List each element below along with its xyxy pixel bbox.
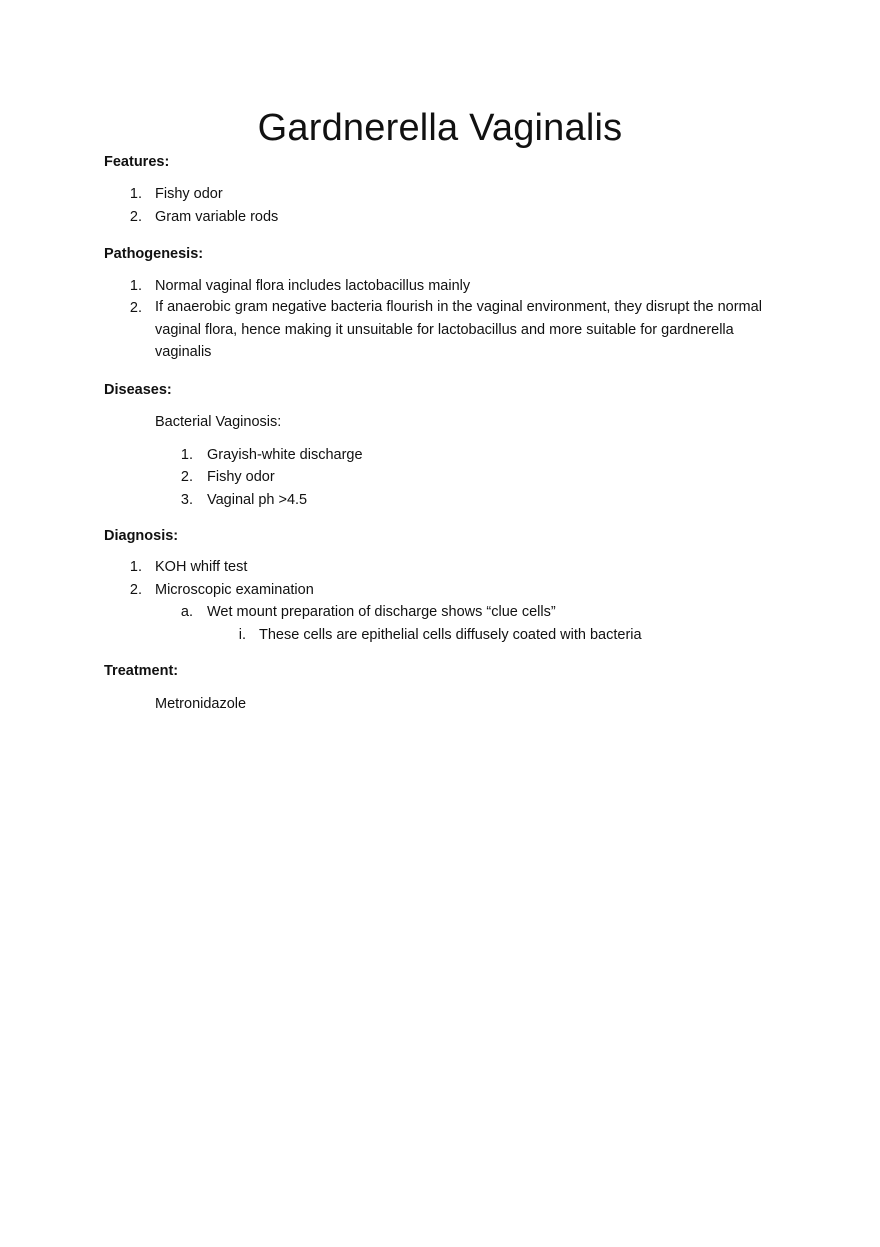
list-item: Fishy odor [155,186,223,202]
list-marker: 2. [180,469,193,485]
treatment-text: Metronidazole [155,696,247,712]
list-item: Grayish-white discharge [207,447,363,463]
disease-subheading: Bacterial Vaginosis: [155,414,282,430]
sublist-marker: a. [180,604,193,620]
list-item: Gram variable rods [155,209,279,225]
list-item: Microscopic examination [155,582,314,598]
pathogenesis-heading: Pathogenesis: [104,246,204,262]
subsublist-item: These cells are epithelial cells diffusely coated with bacteria [259,627,642,643]
list-marker: 1. [129,559,142,575]
subsublist-marker: i. [238,627,246,643]
list-marker: 1. [129,278,142,294]
diseases-heading: Diseases: [104,382,172,398]
list-item: Fishy odor [207,469,275,485]
list-item: If anaerobic gram negative bacteria flourish in the vaginal environment, they disrupt the normal vaginal flora, hence making it unsuitable for lactobacillus and more suitable for gardnerella vaginalis [155,299,762,360]
list-marker: 1. [180,447,193,463]
document-title: Gardnerella Vaginalis [257,107,623,149]
treatment-heading: Treatment: [104,663,179,679]
list-item: Normal vaginal flora includes lactobacillus mainly [155,278,471,294]
features-heading: Features: [104,154,170,170]
list-marker: 3. [180,492,193,508]
diagnosis-heading: Diagnosis: [104,528,179,544]
sublist-item: Wet mount preparation of discharge shows “clue cells” [207,604,556,620]
list-marker: 1. [129,186,142,202]
list-marker: 2. [129,582,142,598]
list-item: Vaginal ph >4.5 [207,492,308,508]
list-item: KOH whiff test [155,559,248,575]
list-marker: 2. [129,209,142,225]
list-marker: 2. [129,300,142,316]
